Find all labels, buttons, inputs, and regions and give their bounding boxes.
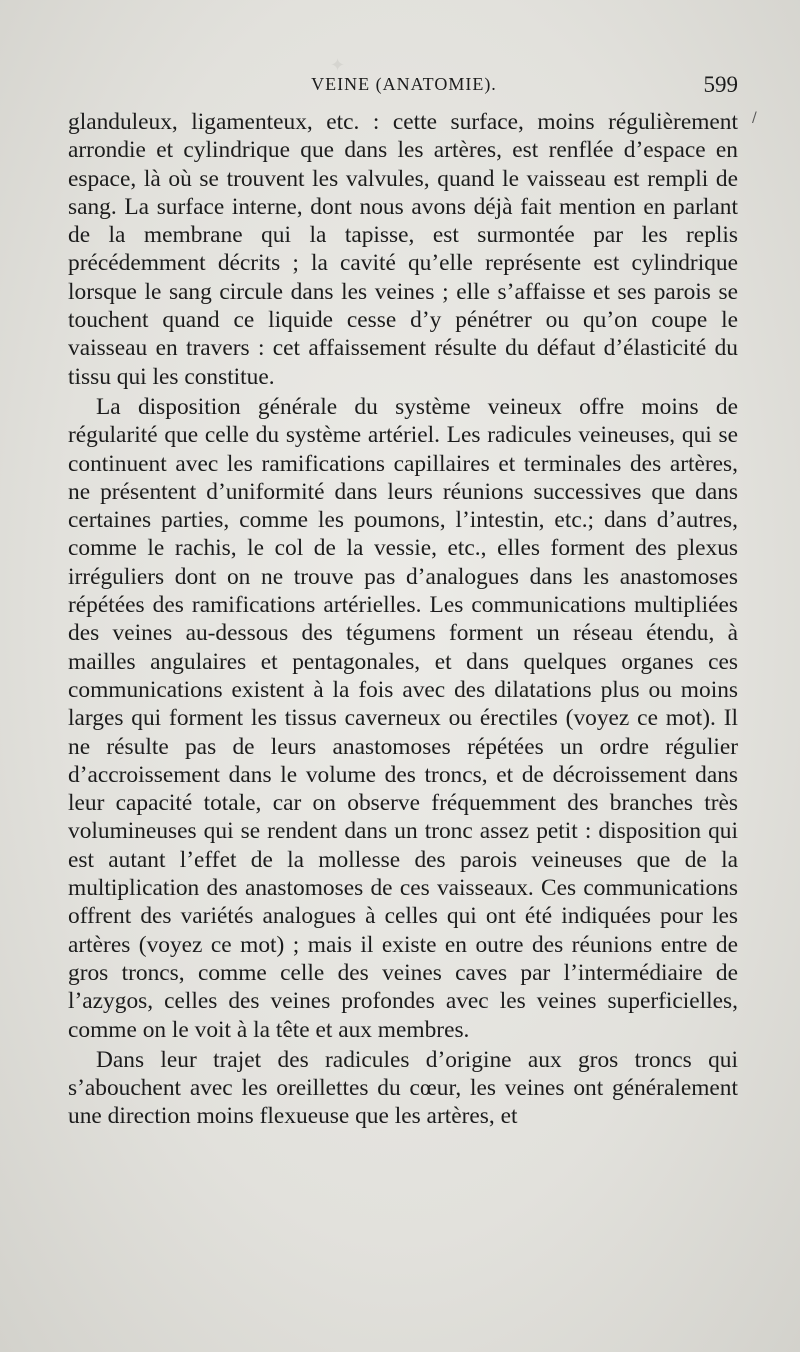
body-text [68,108,738,1131]
page-number: 599 [703,72,738,97]
paragraph-1: glanduleux, ligamenteux, etc. : cette surface, moins régulièrement arrondie et cylindrique que dans les artères, est renflée d’espace en espace, là où se trouvent les valvules, quand le vaisseau est rempli de sang. La surface interne, dont nous avons déjà fait mention en parlant de la membrane qui la tapisse, est surmontée par les replis précédemment décrits ; la cavité qu’elle représente est cylindrique lorsque le sang circule dans les veines ; elle s’affaisse et ses parois se touchent quand ce liquide cesse d’y pénétrer ou qu’on coupe le vaisseau en travers : cet affaissement résulte du défaut d’élasticité du tissu qui les constitue. [68,109,738,390]
paragraph-2: La disposition générale du système veineux offre moins de régularité que celle du système artériel. Les radicules veineuses, qui se continuent avec les ramifications capillaires et terminales des artères, ne présentent d’uniformité dans leurs réunions successives que dans certaines parties, comme les poumons, l’intestin, etc.; dans d’autres, comme le rachis, le col de la vessie, etc., elles forment des plexus irréguliers dont on ne trouve pas d’analogues dans les anastomoses répétées des ramifications artérielles. Les communications multipliées des veines au-dessous des tégumens forment un réseau étendu, à mailles angulaires et pentagonales, et dans quelques organes ces communications existent à la fois avec des dilatations plus ou moins larges qui forment les tissus caverneux ou érectiles (voyez ce mot). Il ne résulte pas de leurs anastomoses répétées un ordre régulier d’accroissement dans le volume des troncs, et de décroissement dans leur capacité totale, car on observe fréquemment des branches très volumineuses qui se rendent dans un tronc assez petit : disposition qui est autant l’effet de la mollesse des parois veineuses que de la multiplication des anastomoses de ces vaisseaux. Ces communications offrent des variétés analogues à celles qui ont été indiquées pour les artères (voyez ce mot) ; mais il existe en outre des réunions entre de gros troncs, comme celle des veines caves par l’intermédiaire de l’azygos, celles des veines profondes avec les veines superficielles, comme on le voit à la tête et aux membres. [68,393,738,1043]
running-title: VEINE (ANATOMIE). [311,74,497,94]
paragraph-3: Dans leur trajet des radicules d’origine aux gros troncs qui s’abouchent avec les oreillettes du cœur, les veines ont généralement une direction moins flexueuse que les artères, et [68,1046,738,1130]
show-through-text: ✦ [330,55,346,75]
page-header [70,72,757,126]
stray-mark: / [752,110,757,126]
